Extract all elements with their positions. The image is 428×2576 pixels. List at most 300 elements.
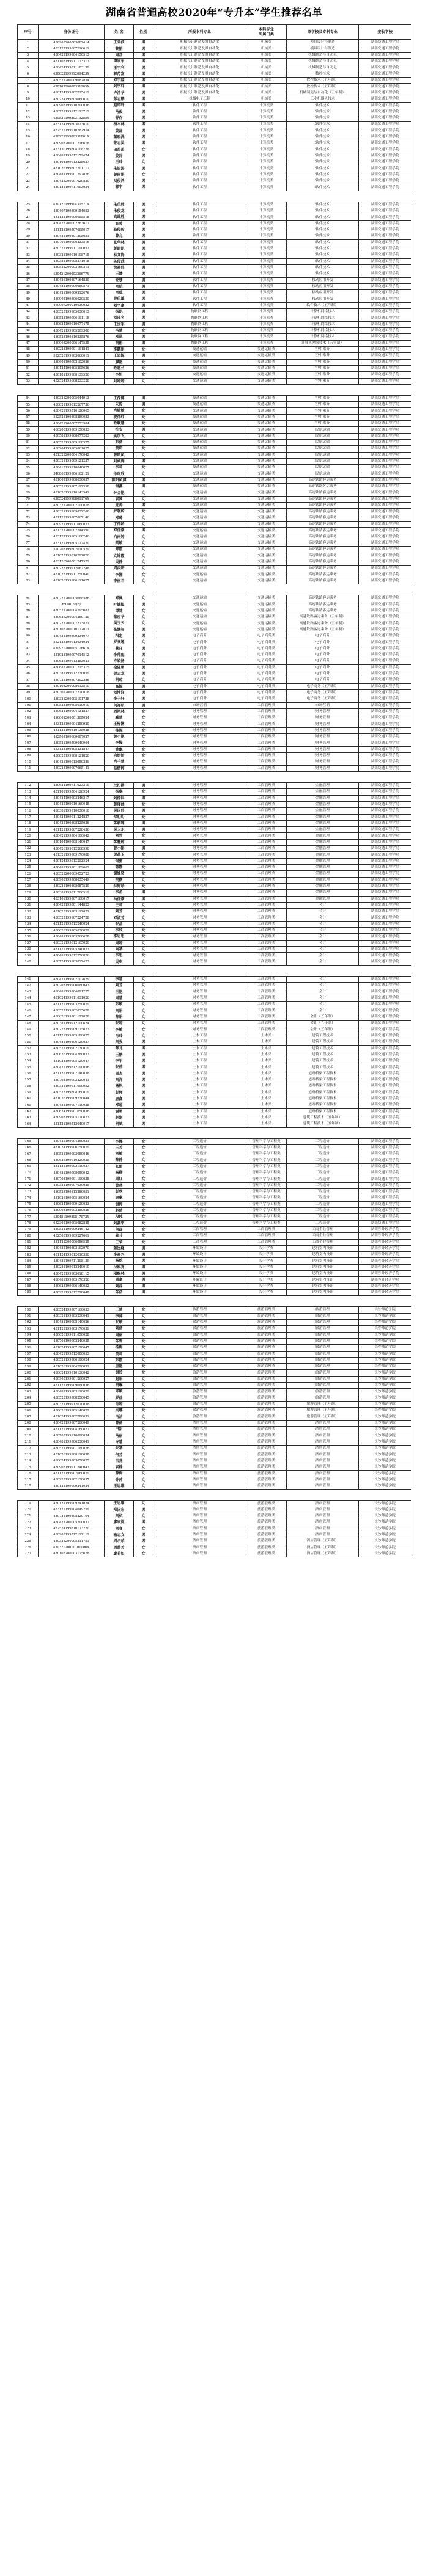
cell-name: 朱毅: [105, 402, 134, 408]
cell-origin: 机械制造与自动化: [287, 65, 359, 71]
cell-major: 财务管理: [153, 740, 246, 746]
cell-origin: 金融管理: [287, 865, 359, 871]
cell-sex: 男: [134, 1064, 153, 1071]
table-row: [18, 534, 411, 540]
cell-origin: 机械制造与自动化（五年制）: [287, 90, 359, 96]
cell-major: 机械电子工程: [153, 96, 246, 103]
cell-seq: 155: [18, 1064, 39, 1071]
cell-origin: 高速铁路客运乘务: [287, 477, 359, 483]
cell-idcard: 430321199907030025: [39, 1182, 105, 1188]
cell-seq: 99: [18, 689, 39, 696]
cell-major: 土木工程: [153, 1102, 246, 1108]
cell-school: 湖南交通工程学院: [359, 1138, 411, 1144]
cell-seq: 166: [18, 1144, 39, 1151]
table-row: [18, 677, 411, 683]
cell-cat: 工商管理类: [246, 877, 287, 883]
cell-idcard: 431121199812040017: [39, 1121, 105, 1127]
table-row: [18, 865, 411, 871]
cell-name: 赵镕轩: [105, 103, 134, 109]
cell-seq: 31: [18, 239, 39, 246]
cell-name: 吕燕: [105, 1458, 134, 1464]
cell-name: 吴静: [105, 559, 134, 565]
cell-sex: 女: [134, 515, 153, 521]
cell-school: 湖南交通工程学院: [359, 1090, 411, 1096]
cell-school: 湖南交通工程学院: [359, 721, 411, 727]
cell-cat: 交通运输类: [246, 465, 287, 471]
cell-school: 湖南交通工程学院: [359, 1083, 411, 1090]
cell-major: 软件工程: [153, 271, 246, 277]
cell-name: 刘宇豪: [105, 302, 134, 308]
cell-cat: 工商管理类: [246, 947, 287, 953]
cell-cat: 工商管理类: [246, 765, 287, 771]
cell-origin: 会计: [287, 902, 359, 908]
cell-name: 蔡旺: [105, 646, 134, 652]
cell-sex: 女: [134, 1357, 153, 1363]
cell-school: 湖南交通工程学院: [359, 515, 411, 521]
cell-idcard: 520203199807010529: [39, 547, 105, 553]
cell-sex: 男: [134, 71, 153, 77]
cell-sex: 女: [134, 1395, 153, 1401]
table-row: [18, 1458, 411, 1464]
cell-school: 长沙师范学院: [359, 1507, 411, 1513]
cell-sex: 女: [134, 1176, 153, 1182]
cell-origin: 金融管理: [287, 846, 359, 852]
cell-origin: 软件技术: [287, 140, 359, 147]
page-break-gap: [17, 385, 411, 395]
cell-cat: 旅游管理类: [246, 1452, 287, 1458]
cell-name: 邓颖: [105, 1389, 134, 1395]
cell-name: 黄莉: [105, 1351, 134, 1357]
table-row: [18, 671, 411, 677]
cell-major: 机械设计制造及其自动化: [153, 78, 246, 84]
cell-cat: 交通运输类: [246, 446, 287, 452]
cell-origin: 民航运输: [287, 433, 359, 439]
cell-idcard: 430703199910090034: [39, 1433, 105, 1439]
cell-idcard: 431122199905240023: [39, 947, 105, 953]
roster-table: [17, 24, 411, 191]
cell-school: 湖南交通工程学院: [359, 620, 411, 627]
roster-table: [17, 1138, 411, 1297]
cell-name: 臧慧: [105, 715, 134, 721]
table-row: [18, 59, 411, 65]
cell-school: 湖南交通工程学院: [359, 128, 411, 134]
cell-cat: 电子商务类: [246, 696, 287, 702]
cell-origin: 软件技术: [287, 239, 359, 246]
cell-sex: 女: [134, 814, 153, 820]
cell-seq: 175: [18, 1201, 39, 1207]
cell-seq: 97: [18, 677, 39, 683]
cell-seq: 117: [18, 814, 39, 820]
cell-major: 工程造价: [153, 1207, 246, 1213]
cell-idcard: 43092120000517661X: [39, 646, 105, 652]
cell-cat: 电子商务类: [246, 646, 287, 652]
cell-school: 湖南交通工程学院: [359, 1201, 411, 1207]
cell-name: 蒋勘: [105, 865, 134, 871]
cell-cat: 工商管理类: [246, 858, 287, 864]
cell-school: 湖南交通工程学院: [359, 789, 411, 795]
cell-school: 湖南交通工程学院: [359, 858, 411, 864]
cell-name: 姜舒: [105, 153, 134, 159]
cell-major: 酒店管理: [153, 1427, 246, 1433]
cell-sex: 女: [134, 1319, 153, 1325]
column-header-idcard: 身份证号: [39, 24, 105, 40]
cell-origin: 电子商务（五年制）: [287, 696, 359, 702]
cell-idcard: 432503199909227661: [39, 1233, 105, 1239]
cell-seq: 164: [18, 1121, 39, 1127]
cell-name: 刘鑫宇: [105, 1220, 134, 1226]
cell-origin: 道路桥梁工程技术: [287, 1096, 359, 1102]
cell-cat: 旅游管理类: [246, 1370, 287, 1376]
cell-seq: 131: [18, 902, 39, 908]
cell-school: 长沙师范学院: [359, 1532, 411, 1538]
cell-school: 湖南交通工程学院: [359, 727, 411, 733]
cell-origin: 会计: [287, 928, 359, 934]
cell-name: 骆俊毅: [105, 227, 134, 233]
cell-seq: 188: [18, 1283, 39, 1289]
cell-sex: 女: [134, 440, 153, 446]
cell-sex: 男: [134, 340, 153, 346]
cell-name: 何磊: [105, 1226, 134, 1232]
cell-cat: 土木类: [246, 1071, 287, 1077]
cell-sex: 女: [134, 639, 153, 646]
cell-school: 长沙师范学院: [359, 1519, 411, 1526]
cell-cat: 机械类: [246, 40, 287, 46]
cell-origin: 民航运输: [287, 458, 359, 464]
cell-cat: 工商管理类: [246, 814, 287, 820]
cell-origin: 会计: [287, 909, 359, 915]
cell-seq: 36: [18, 271, 39, 277]
cell-sex: 女: [134, 852, 153, 858]
cell-origin: 高速铁路客运乘务: [287, 522, 359, 528]
cell-cat: 工商管理类: [246, 753, 287, 759]
cell-seq: 53: [18, 378, 39, 384]
cell-name: 李懿娟: [105, 346, 134, 352]
cell-name: 曾丽娟: [105, 172, 134, 178]
cell-cat: 计算机类: [246, 122, 287, 128]
cell-origin: 数控技术（五年制）: [287, 84, 359, 90]
cell-cat: 旅游管理类: [246, 1307, 287, 1313]
cell-major: 工程造价: [153, 1163, 246, 1170]
cell-major: 工程造价: [153, 1195, 246, 1201]
table-row: [18, 90, 411, 96]
cell-school: 湖南交通工程学院: [359, 746, 411, 752]
cell-cat: 交通运输类: [246, 496, 287, 502]
cell-name: 喻志文: [105, 1532, 134, 1538]
cell-idcard: 433130199804108728: [39, 147, 105, 153]
cell-major: 财务管理: [153, 759, 246, 765]
cell-idcard: 430481199812256826: [39, 953, 105, 959]
table-row: [18, 109, 411, 115]
cell-major: 财务管理: [153, 1021, 246, 1027]
table-row: [18, 1427, 411, 1433]
cell-cat: 工商管理类: [246, 833, 287, 839]
cell-origin: 高速铁路客运乘务: [287, 572, 359, 578]
cell-cat: 计算机类: [246, 220, 287, 227]
page-break-gap: [17, 772, 411, 782]
cell-cat: 工商管理类: [246, 1002, 287, 1008]
cell-major: 软件工程: [153, 147, 246, 153]
table-row: [18, 465, 411, 471]
table-row: [18, 128, 411, 134]
cell-seq: 92: [18, 646, 39, 652]
cell-idcard: 430124199805205626: [39, 365, 105, 371]
cell-origin: 高速铁路客运乘务: [287, 553, 359, 559]
cell-name: 张晶: [105, 921, 134, 927]
cell-origin: 金融管理: [287, 789, 359, 795]
roster-table: [17, 395, 411, 584]
cell-school: 湖南交通工程学院: [359, 602, 411, 608]
cell-major: 工程造价: [153, 1170, 246, 1176]
cell-origin: 建筑室内设计: [287, 1283, 359, 1289]
cell-idcard: 430422199910160048: [39, 801, 105, 807]
cell-origin: 会计: [287, 983, 359, 989]
table-row: [18, 309, 411, 315]
cell-idcard: 430321199911190052: [39, 246, 105, 252]
table-row: [18, 540, 411, 547]
cell-seq: 78: [18, 547, 39, 553]
cell-sex: 男: [134, 633, 153, 639]
cell-origin: 软件技术: [287, 166, 359, 172]
cell-major: 软件工程: [153, 302, 246, 308]
cell-name: 龙梦: [105, 277, 134, 283]
cell-school: 湖南交通工程学院: [359, 408, 411, 414]
cell-school: 湖南交通工程学院: [359, 315, 411, 321]
column-header-sex: 性别: [134, 24, 153, 40]
cell-sex: 女: [134, 833, 153, 839]
cell-sex: 男: [134, 1077, 153, 1083]
cell-cat: 机械类: [246, 84, 287, 90]
cell-name: 陈雪: [105, 1338, 134, 1344]
cell-school: 湖南交通工程学院: [359, 59, 411, 65]
cell-idcard: 430422199812080053: [39, 1351, 105, 1357]
cell-major: 交通运输: [153, 414, 246, 420]
cell-sex: 女: [134, 522, 153, 528]
cell-name: 田甜: [105, 1427, 134, 1433]
cell-cat: 工商管理类: [246, 959, 287, 965]
cell-cat: 工商管理类: [246, 983, 287, 989]
cell-major: 软件工程: [153, 109, 246, 115]
cell-idcard: 431023199907014512: [39, 652, 105, 658]
cell-school: 湖南交通工程学院: [359, 871, 411, 877]
cell-major: 工商管理: [153, 1239, 246, 1245]
cell-name: 李娜: [105, 1138, 134, 1144]
cell-school: 长沙师范学院: [359, 1446, 411, 1452]
cell-name: 彭志鹏: [105, 96, 134, 103]
cell-cat: 交通运输类: [246, 578, 287, 584]
cell-idcard: 431121200006086525: [39, 1239, 105, 1245]
cell-idcard: 431023199911250040: [39, 572, 105, 578]
cell-sex: 男: [134, 1121, 153, 1127]
cell-school: 湖南交通工程学院: [359, 1144, 411, 1151]
cell-seq: 191: [18, 1313, 39, 1319]
cell-sex: 男: [134, 1108, 153, 1115]
cell-origin: 高速铁路客运乘务: [287, 528, 359, 534]
cell-seq: 44: [18, 321, 39, 327]
cell-name: 邓宇翔: [105, 78, 134, 84]
cell-idcard: 430626199905030029: [39, 928, 105, 934]
cell-major: 环境设计: [153, 1264, 246, 1270]
cell-school: 长沙师范学院: [359, 1389, 411, 1395]
cell-seq: 16: [18, 134, 39, 140]
cell-seq: 162: [18, 1108, 39, 1115]
cell-sex: 女: [134, 509, 153, 515]
cell-cat: 土木类: [246, 1039, 287, 1046]
cell-name: 徐嘉伟: [105, 264, 134, 271]
table-row: [18, 202, 411, 208]
cell-seq: 75: [18, 528, 39, 534]
cell-school: 湖南交通工程学院: [359, 928, 411, 934]
table-row: [18, 708, 411, 715]
cell-cat: 工商管理类: [246, 883, 287, 889]
page-break-gap: [17, 1490, 411, 1500]
cell-cat: 电子商务类: [246, 658, 287, 664]
cell-seq: 103: [18, 715, 39, 721]
cell-seq: 93: [18, 652, 39, 658]
cell-seq: 94: [18, 658, 39, 664]
cell-sex: 男: [134, 90, 153, 96]
cell-origin: 空中乘务: [287, 353, 359, 359]
cell-sex: 女: [134, 566, 153, 572]
cell-major: 交通运输: [153, 627, 246, 633]
cell-name: 赵倩: [105, 1207, 134, 1213]
table-row: [18, 1446, 411, 1452]
cell-origin: 旅游管理: [287, 1332, 359, 1338]
cell-origin: 空中乘务: [287, 359, 359, 365]
cell-school: 湖南交通工程学院: [359, 959, 411, 965]
cell-name: 易文海: [105, 252, 134, 258]
cell-major: 交通运输: [153, 490, 246, 496]
cell-major: 土木工程: [153, 1071, 246, 1077]
table-row: [18, 408, 411, 414]
cell-origin: 会计: [287, 989, 359, 995]
cell-cat: 工商管理类: [246, 740, 287, 746]
cell-sex: 男: [134, 1071, 153, 1077]
cell-major: 软件工程: [153, 115, 246, 122]
cell-seq: 11: [18, 103, 39, 109]
table-row: [18, 1307, 411, 1313]
cell-idcard: 431024199902280031: [39, 1414, 105, 1420]
cell-school: 长沙师范学院: [359, 1313, 411, 1319]
cell-origin: 民航运输: [287, 446, 359, 452]
cell-seq: 127: [18, 877, 39, 883]
cell-name: 陈阳凤博: [105, 477, 134, 483]
cell-origin: 旅游管理: [287, 1376, 359, 1382]
table-row: [18, 315, 411, 321]
cell-school: 湖南交通工程学院: [359, 740, 411, 746]
cell-origin: 旅游管理（五年制）: [287, 1414, 359, 1420]
cell-cat: 旅游管理类: [246, 1545, 287, 1551]
cell-school: 湖南交通工程学院: [359, 1102, 411, 1108]
cell-school: 湖南涉外经济学院: [359, 1271, 411, 1277]
cell-sex: 女: [134, 1027, 153, 1033]
cell-major: 软件工程: [153, 252, 246, 258]
cell-name: 何祥明: [105, 702, 134, 708]
cell-cat: 计算机类: [246, 258, 287, 264]
cell-name: 李丞: [105, 890, 134, 896]
cell-idcard: 430422199808225036: [39, 820, 105, 826]
cell-school: 湖南交通工程学院: [359, 109, 411, 115]
cell-sex: 男: [134, 689, 153, 696]
cell-school: 湖南交通工程学院: [359, 452, 411, 458]
cell-seq: 132: [18, 909, 39, 915]
cell-seq: 221: [18, 1513, 39, 1519]
cell-idcard: 430626199904280033: [39, 1052, 105, 1058]
cell-school: 湖南涉外经济学院: [359, 1233, 411, 1239]
table-row: [18, 52, 411, 58]
cell-seq: 197: [18, 1351, 39, 1357]
cell-name: 姚绥飞: [105, 433, 134, 439]
cell-origin: 会计: [287, 921, 359, 927]
cell-origin: 空中乘务: [287, 378, 359, 384]
cell-school: 湖南交通工程学院: [359, 1052, 411, 1058]
cell-name: 谢鑫: [105, 484, 134, 490]
table-row: [18, 452, 411, 458]
cell-seq: 10: [18, 96, 39, 103]
cell-cat: 交通运输类: [246, 614, 287, 620]
table-row: [18, 1052, 411, 1058]
cell-seq: 172: [18, 1182, 39, 1188]
cell-idcard: 432503199909097027: [39, 734, 105, 740]
table-row: [18, 246, 411, 252]
cell-idcard: 430422199801144823: [39, 902, 105, 908]
cell-name: 谢勇: [105, 1108, 134, 1115]
cell-major: 财务管理: [153, 977, 246, 983]
cell-sex: 女: [134, 921, 153, 927]
table-row: [18, 846, 411, 852]
cell-name: 谢姝贤: [105, 871, 134, 877]
cell-cat: 工商管理类: [246, 1226, 287, 1232]
cell-origin: 财务管理: [287, 734, 359, 740]
cell-origin: 旅游管理: [287, 1338, 359, 1344]
cell-origin: 空中乘务: [287, 408, 359, 414]
cell-seq: 196: [18, 1345, 39, 1351]
cell-idcard: 430624199711023319: [39, 782, 105, 788]
cell-sex: 男: [134, 1283, 153, 1289]
cell-name: 杨乾: [105, 1258, 134, 1264]
cell-origin: 酒店管理: [287, 1439, 359, 1445]
table-row: [18, 78, 411, 84]
table-row: [18, 302, 411, 308]
cell-sex: 女: [134, 983, 153, 989]
cell-major: 交通运输: [153, 595, 246, 602]
cell-school: 湖南交通工程学院: [359, 547, 411, 553]
cell-idcard: 430626200004260129: [39, 614, 105, 620]
cell-cat: 交通运输类: [246, 395, 287, 401]
cell-major: 旅游管理: [153, 1351, 246, 1357]
cell-idcard: 433123199805231847: [39, 746, 105, 752]
cell-cat: 管理科学与工程类: [246, 1138, 287, 1144]
cell-idcard: 431121199807228436: [39, 827, 105, 833]
cell-idcard: 430223199907065141: [39, 765, 105, 771]
cell-origin: 民航运输: [287, 440, 359, 446]
cell-major: 交通运输: [153, 372, 246, 378]
cell-name: 贺志龙: [105, 671, 134, 677]
table-row: [18, 427, 411, 433]
cell-origin: 软件技术: [287, 214, 359, 220]
cell-school: 湖南交通工程学院: [359, 134, 411, 140]
cell-cat: 管理科学与工程类: [246, 1207, 287, 1213]
cell-idcard: 430523199810235876: [39, 334, 105, 340]
cell-sex: 女: [134, 934, 153, 940]
cell-idcard: 430422199907200049: [39, 1420, 105, 1426]
table-row: [18, 328, 411, 334]
cell-name: 吴国伟: [105, 808, 134, 814]
cell-school: 湖南交通工程学院: [359, 359, 411, 365]
cell-origin: 高速铁路客运乘务: [287, 547, 359, 553]
cell-sex: 男: [134, 503, 153, 509]
cell-origin: 电子商务: [287, 664, 359, 671]
cell-name: 廖艳: [105, 359, 134, 365]
